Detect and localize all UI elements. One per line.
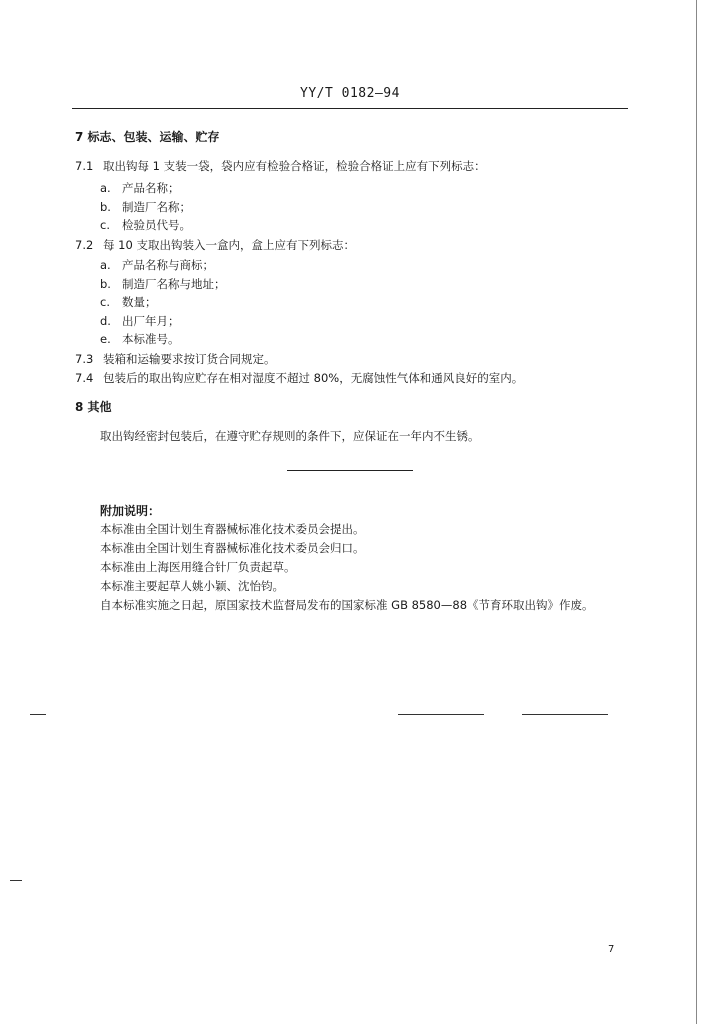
scan-mark [30,714,46,715]
list-item [100,180,180,196]
list-letter: d. [100,314,111,328]
clause-7-3 [75,351,276,367]
appendix-line: 本标准主要起草人姚小颖、沈怡钧。 [100,579,284,593]
scan-mark [10,880,22,881]
clause-number: 7.3 [75,352,94,366]
standard-code-header: YY/T 0182—94 [300,86,400,101]
list-item [100,294,157,310]
clause-text: 装箱和运输要求按订货合同规定。 [103,352,276,366]
list-letter: a. [100,181,111,195]
clause-number: 7.1 [75,159,94,173]
list-text: 检验员代号。 [122,218,191,232]
list-text: 制造厂名称与地址； [122,277,226,291]
end-rule [287,470,413,471]
list-letter: b. [100,277,111,291]
clause-7-2 [75,237,355,253]
list-letter: b. [100,200,111,214]
list-letter: c. [100,295,110,309]
list-text: 制造厂名称； [122,200,191,214]
list-item [100,199,191,215]
list-text: 产品名称与商标； [122,258,214,272]
appendix-line: 本标准由全国计划生育器械标准化技术委员会归口。 [100,541,365,555]
scan-edge [696,0,697,1024]
clause-number: 7.2 [75,238,94,252]
section-8-text: 取出钩经密封包装后，在遵守贮存规则的条件下，应保证在一年内不生锈。 [100,429,480,443]
list-item [100,313,180,329]
appendix-title: 附加说明： [100,504,161,518]
clause-text: 取出钩每 1 支装一袋，袋内应有检验合格证，检验合格证上应有下列标志： [103,159,486,173]
appendix-line: 本标准由全国计划生育器械标准化技术委员会提出。 [100,522,365,536]
clause-number: 7.4 [75,371,94,385]
list-text: 本标准号。 [122,332,180,346]
clause-7-1 [75,158,486,174]
list-letter: e. [100,332,111,346]
scan-mark [522,714,608,715]
appendix-line: 自本标准实施之日起，原国家技术监督局发布的国家标准 GB 8580—88《节育环取出钩》作废。 [100,598,594,612]
section-8-title: 8 其他 [75,400,112,414]
clause-7-4 [75,370,523,386]
list-letter: c. [100,218,110,232]
list-text: 出厂年月； [122,314,180,328]
page-number: 7 [608,944,615,955]
list-letter: a. [100,258,111,272]
header-rule [72,108,628,109]
scan-mark [398,714,484,715]
clause-text: 每 10 支取出钩装入一盒内，盒上应有下列标志： [103,238,355,252]
list-item [100,217,191,233]
list-item [100,257,214,273]
list-text: 数量； [122,295,157,309]
clause-text: 包装后的取出钩应贮存在相对湿度不超过 80%，无腐蚀性气体和通风良好的室内。 [103,371,524,385]
list-text: 产品名称； [122,181,180,195]
section-7-title: 7 标志、包装、运输、贮存 [75,130,220,144]
list-item [100,276,226,292]
appendix-line: 本标准由上海医用缝合针厂负责起草。 [100,560,296,574]
list-item [100,331,180,347]
